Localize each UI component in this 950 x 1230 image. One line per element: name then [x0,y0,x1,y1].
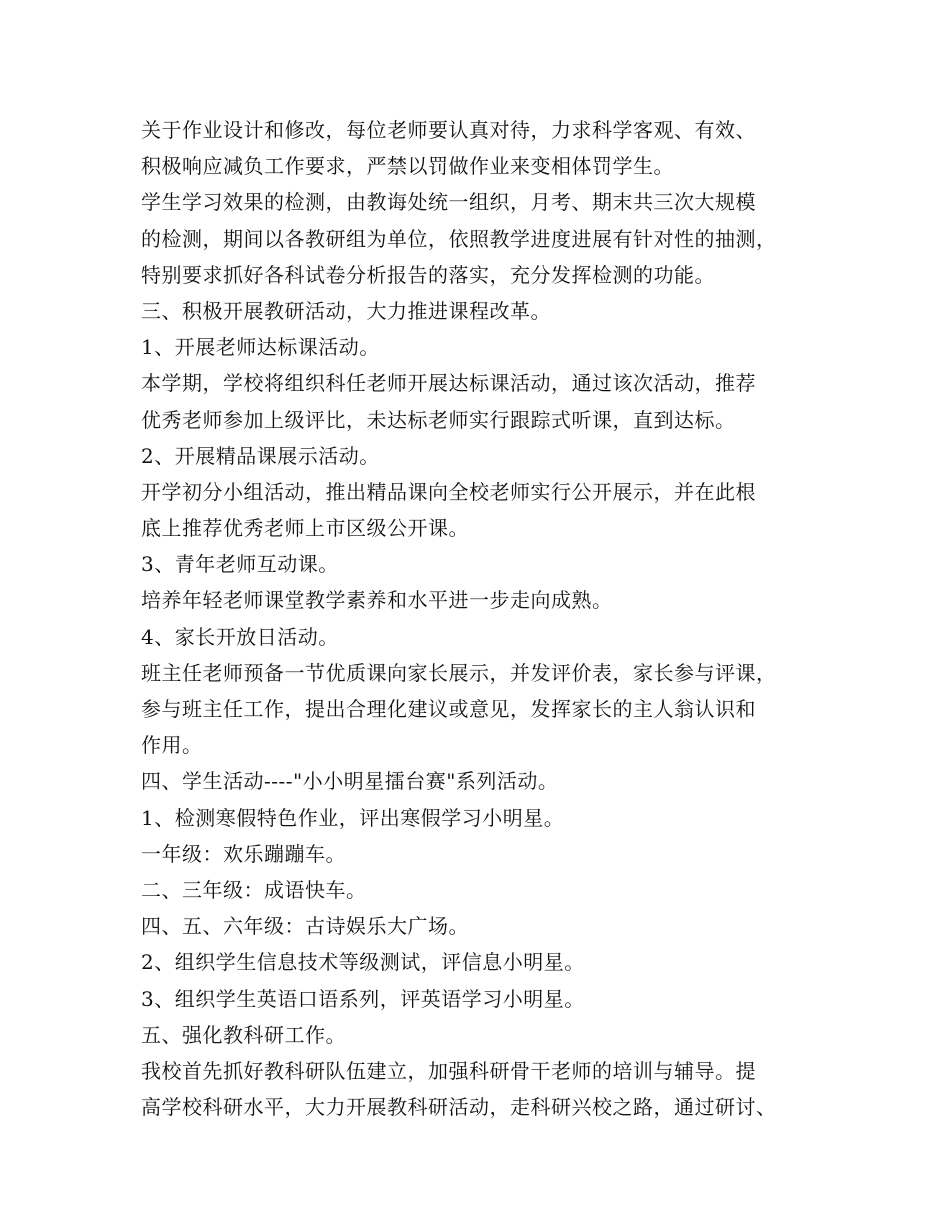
subsection-heading: 2、开展精品课展示活动。 [141,443,380,468]
text-line: 我校首先抓好教科研队伍建立，加强科研骨干老师的培训与辅导。提 [141,1058,756,1083]
text-line: 学生学习效果的检测，由教诲处统一组织，月考、期末共三次大规模 [141,190,756,215]
text-line: 关于作业设计和修改，每位老师要认真对待，力求科学客观、有效、 [141,118,756,142]
subsection-heading: 2、组织学生信息技术等级测试，评信息小明星。 [141,950,585,975]
text-line: 本学期，学校将组织科任老师开展达标课活动，通过该次活动，推荐 [141,371,756,396]
text-line: 底上推荐优秀老师上市区级公开课。 [141,516,469,541]
text-line: 培养年轻老师课堂教学素养和水平进一步走向成熟。 [141,588,613,613]
text-line: 作用。 [141,733,203,758]
subsection-heading: 3、青年老师互动课。 [141,552,339,577]
section-heading: 四、学生活动----"小小明星擂台赛"系列活动。 [141,769,559,794]
text-line: 四、五、六年级：古诗娱乐大广场。 [141,914,469,939]
text-line: 开学初分小组活动，推出精品课向全校老师实行公开展示，并在此根 [141,479,756,504]
subsection-heading: 3、组织学生英语口语系列，评英语学习小明星。 [141,986,585,1011]
text-line: 高学校科研水平，大力开展教科研活动，走科研兴校之路，通过研讨、 [141,1095,777,1120]
text-line: 积极响应减负工作要求，严禁以罚做作业来变相体罚学生。 [141,154,674,179]
text-line: 特别要求抓好各科试卷分析报告的落实，充分发挥检测的功能。 [141,262,715,287]
section-heading: 五、强化教科研工作。 [141,1022,346,1047]
subsection-heading: 1、开展老师达标课活动。 [141,335,380,360]
section-heading: 三、积极开展教研活动，大力推进课程改革。 [141,298,551,323]
document-body [141,112,831,1125]
subsection-heading: 4、家长开放日活动。 [141,624,339,649]
text-line: 班主任老师预备一节优质课向家长展示，并发评价表，家长参与评课， [141,660,777,685]
text-line: 的检测，期间以各教研组为单位，依照教学进度进展有针对性的抽测， [141,226,777,251]
text-line: 一年级：欢乐蹦蹦车。 [141,841,346,866]
subsection-heading: 1、检测寒假特色作业，评出寒假学习小明星。 [141,805,565,830]
text-line: 参与班主任工作，提出合理化建议或意见，发挥家长的主人翁认识和 [141,697,756,721]
text-line: 二、三年级：成语快车。 [141,877,367,902]
text-line: 优秀老师参加上级评比，未达标老师实行跟踪式听课，直到达标。 [141,407,736,432]
